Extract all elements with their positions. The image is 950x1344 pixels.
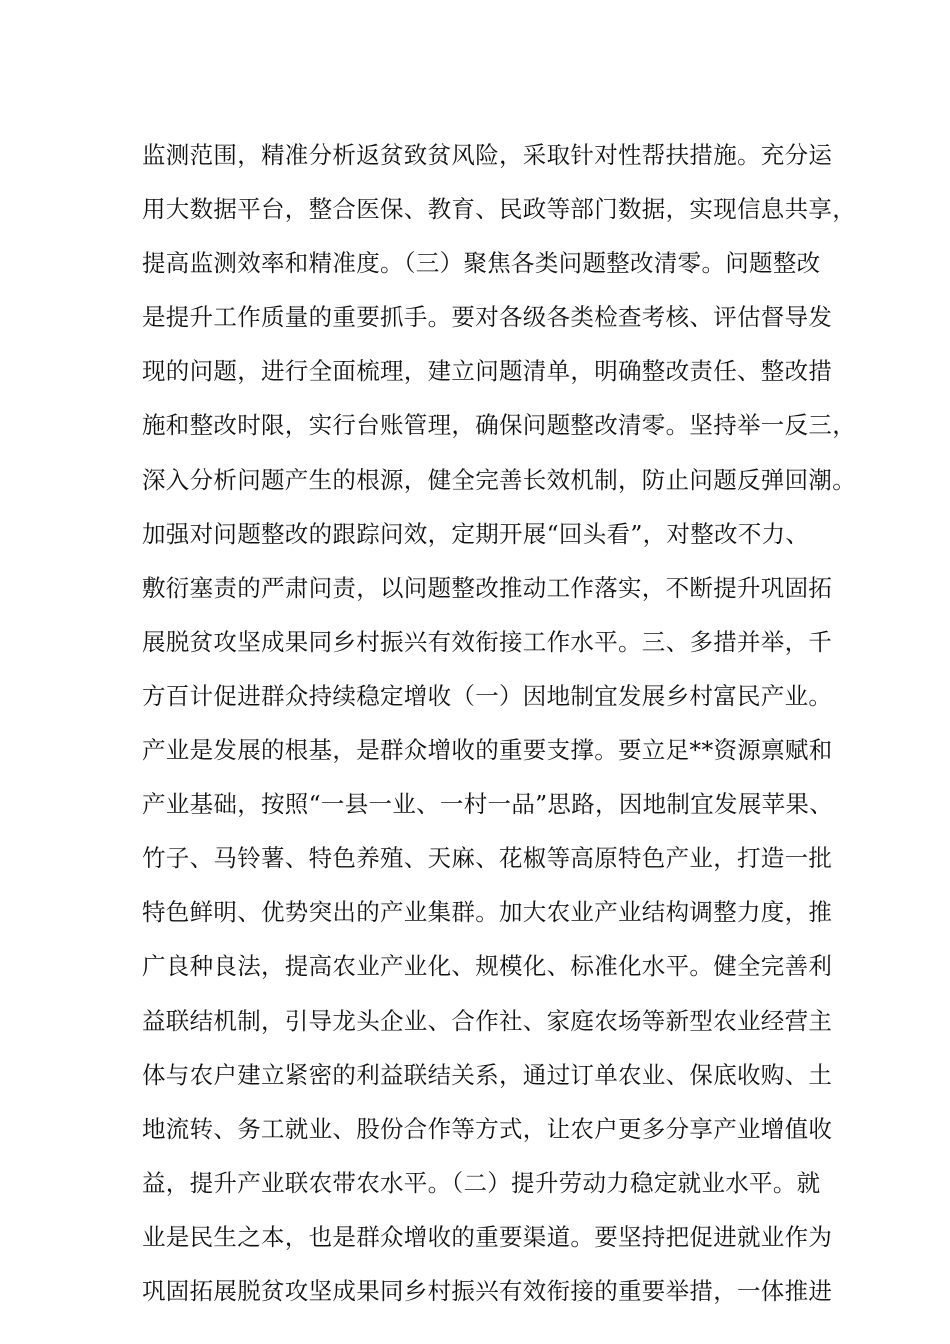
text-line: 业是民生之本，也是群众增收的重要渠道。要坚持把促进就业作为 (142, 1222, 833, 1251)
text-line: 体与农户建立紧密的利益联结关系，通过订单农业、保底收购、土 (142, 1060, 833, 1089)
text-line: 是提升工作质量的重要抓手。要对各级各类检查考核、评估督导发 (142, 303, 833, 332)
text-line: 竹子、马铃薯、特色养殖、天麻、花椒等高原特色产业，打造一批 (142, 844, 833, 873)
text-line: 益，提升产业联农带农水平。（二）提升劳动力稳定就业水平。就 (142, 1168, 821, 1197)
text-line: 监测范围，精准分析返贫致贫风险，采取针对性帮扶措施。充分运 (142, 141, 833, 169)
text-line: 展脱贫攻坚成果同乡村振兴有效衔接工作水平。三、多措并举，千 (142, 627, 833, 656)
text-line: 特色鲜明、优势突出的产业集群。加大农业产业结构调整力度，推 (142, 898, 833, 927)
text-line: 提高监测效率和精准度。（三）聚焦各类问题整改清零。问题整改 (142, 249, 821, 278)
body-text (142, 128, 856, 1318)
text-line: 加强对问题整改的跟踪问效，定期开展“回头看”，对整改不力、 (142, 519, 810, 548)
text-line: 产业是发展的根基，是群众增收的重要支撑。要立足**资源禀赋和 (142, 736, 833, 765)
text-line: 益联结机制，引导龙头企业、合作社、家庭农场等新型农业经营主 (142, 1006, 833, 1035)
text-line: 广良种良法，提高农业产业化、规模化、标准化水平。健全完善利 (142, 952, 833, 981)
text-line: 深入分析问题产生的根源，健全完善长效机制，防止问题反弹回潮。 (142, 465, 856, 494)
text-line: 敷衍塞责的严肃问责，以问题整改推动工作落实，不断提升巩固拓 (142, 573, 833, 602)
text-line: 产业基础，按照“一县一业、一村一品”思路，因地制宜发展苹果、 (142, 790, 834, 819)
text-line: 方百计促进群众持续稳定增收（一）因地制宜发展乡村富民产业。 (142, 681, 833, 710)
text-line: 施和整改时限，实行台账管理，确保问题整改清零。坚持举一反三， (142, 411, 856, 440)
text-line: 用大数据平台，整合医保、教育、民政等部门数据，实现信息共享， (142, 195, 856, 224)
text-line: 现的问题，进行全面梳理，建立问题清单，明确整改责任、整改措 (142, 357, 833, 386)
text-line: 巩固拓展脱贫攻坚成果同乡村振兴有效衔接的重要举措，一体推进 (142, 1276, 833, 1305)
text-line: 地流转、务工就业、股份合作等方式，让农户更多分享产业增值收 (142, 1114, 833, 1143)
